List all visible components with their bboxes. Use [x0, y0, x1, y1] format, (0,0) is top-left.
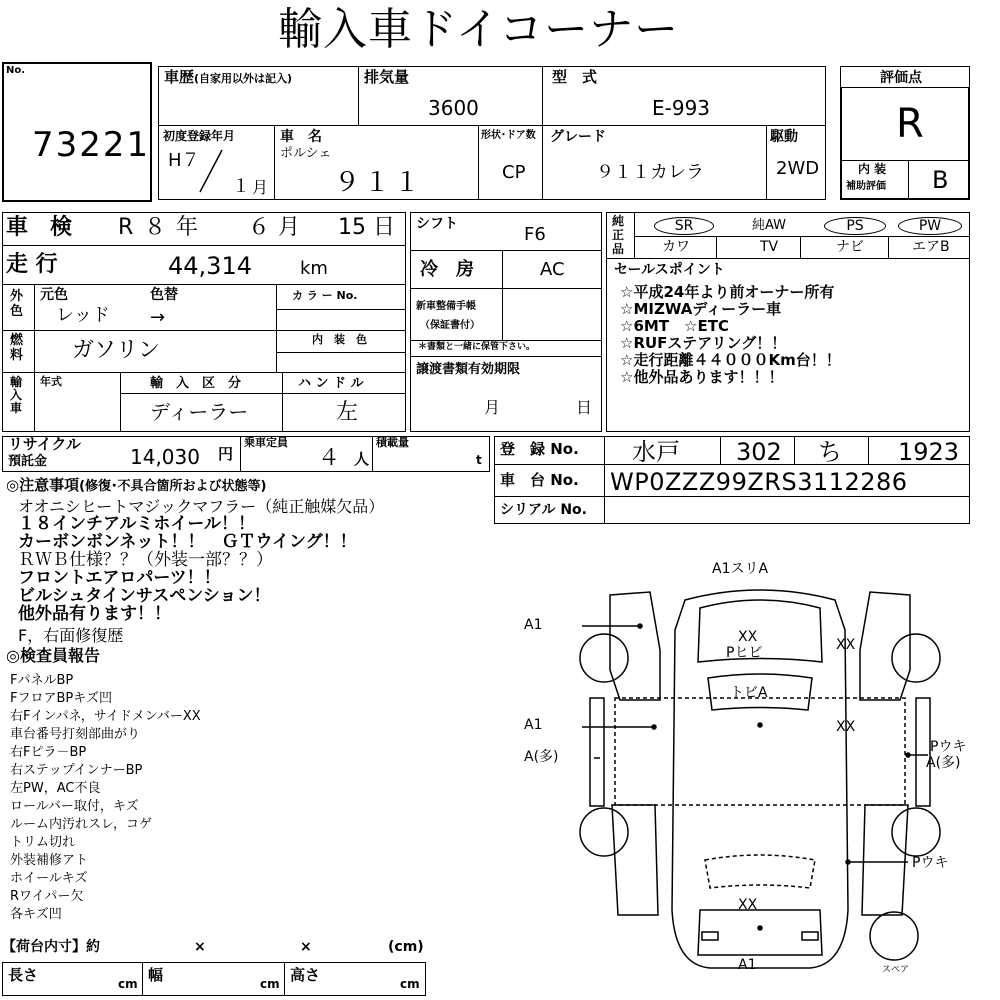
fuel-value: ガソリン [72, 338, 161, 363]
transfer-month: 月 [484, 398, 501, 417]
car-maker: ポルシェ [280, 146, 332, 161]
score-value: R [896, 101, 924, 147]
inspector-line: ロールバー取付，キズ [10, 799, 139, 814]
aux-label: 補助評価 [846, 181, 886, 192]
diagram-bottom: A1 [738, 957, 757, 973]
diagram-top: A1スリA [712, 561, 769, 577]
color-change-label: 色替 [150, 287, 178, 303]
chassis-value: WP0ZZZ99ZRS3112286 [610, 468, 908, 496]
recycle-label2: 預託金 [8, 454, 48, 469]
left-sill [590, 698, 604, 806]
equip-leather: カワ [662, 239, 690, 255]
inspection-month-unit: 月 [278, 215, 301, 240]
orig-color-label: 元色 [40, 287, 68, 303]
sales-point: ☆他外品あります！！！ [620, 368, 784, 386]
inspection-day-unit: 日 [373, 215, 396, 240]
aircon-value: AC [540, 259, 565, 280]
inspector-line: 右Fインパネ，サイドメンバーXX [10, 709, 201, 724]
inspector-line: 左PW，AC不良 [10, 781, 101, 796]
warranty-sub: （保証書付） [420, 320, 480, 331]
import-year-label: 年式 [40, 375, 62, 388]
cargo-length-label: 長さ [8, 966, 39, 984]
cargo-table [2, 962, 426, 996]
lot-number: 73221 [32, 125, 151, 165]
note-line: １８インチアルミホイール！！ [18, 514, 255, 534]
diagram-right-top: XX [836, 637, 856, 653]
cargo-height-unit: cm [400, 977, 420, 991]
handle-value: 左 [336, 400, 359, 425]
capacity-label: 乗車定員 [244, 436, 288, 449]
diagram-center-right: XX [836, 719, 856, 735]
left-rear-panel [612, 805, 658, 915]
import-kind-value: ディーラー [150, 400, 249, 424]
transfer-label: 譲渡書類有効期限 [416, 362, 521, 377]
reg-number: 1923 [898, 438, 960, 466]
inspector-line: トリム切れ [10, 835, 76, 850]
sales-point: ☆走行距離４４０００Km台！！ [620, 351, 841, 369]
wheel-fr [892, 634, 940, 682]
first-reg-month-unit: 月 [252, 178, 269, 197]
serial-label: シリアル No. [500, 502, 587, 518]
cargo-unit: (cm) [388, 939, 424, 955]
inspector-line: FフロアBPキズ凹 [10, 691, 112, 706]
drive-value: 2WD [776, 158, 820, 179]
diagram-left-2: A1 [524, 717, 543, 733]
equip-sr: SR [654, 217, 714, 235]
first-reg-label: 初度登録年月 [163, 129, 236, 143]
left-front-panel [610, 592, 660, 700]
cargo-width-label: 幅 [148, 966, 164, 984]
grade-label: グレード [550, 129, 606, 145]
interior-color-label: 内 装 色 [312, 333, 367, 346]
equip-ps: PS [824, 217, 886, 235]
interior-score: B [932, 166, 949, 194]
cargo-label: 【荷台内寸】約 [2, 939, 100, 955]
right-sill [916, 698, 930, 806]
notes-label: ◎注意事項(修復･不具合箇所および状態等) [6, 476, 267, 494]
shift-value: F6 [524, 224, 546, 245]
ext-color-label: 外色 [10, 289, 24, 319]
body-doors-label: 形状･ドア数 [481, 130, 536, 141]
note-line: フロントエアロパーツ！！ [18, 568, 221, 588]
inspector-line: Rワイパー欠 [10, 889, 84, 904]
diagram-right-1: Pウキ [930, 739, 967, 755]
page-title: 輸入車ドイコーナー [278, 4, 680, 55]
inspector-line: 外装補修アト [10, 853, 89, 868]
displacement-label: 排気量 [364, 68, 410, 86]
model-type-value: E-993 [652, 96, 711, 120]
cargo-width-unit: cm [260, 977, 280, 991]
capacity-value: ４ [318, 446, 341, 471]
drive-label: 駆動 [770, 129, 798, 145]
grade-value: ９１１カレラ [596, 162, 704, 183]
handle-label: ハ ン ド ル [298, 376, 364, 391]
equip-aw: 純AW [752, 218, 787, 233]
color-change-value: → [150, 307, 166, 328]
inspector-line: FパネルBP [10, 673, 74, 688]
inspector-line: ホイールキズ [10, 871, 88, 886]
right-front-panel [860, 592, 910, 700]
inspector-line: 各キズ凹 [10, 907, 62, 922]
diagram-right-2: A(多) [926, 755, 961, 771]
wheel-rl [580, 808, 628, 856]
inspection-era: R [118, 215, 134, 240]
recycle-unit: 円 [218, 445, 234, 463]
note-line: カーボンボンネット！！ ＧＴウイング！！ [18, 532, 357, 552]
lot-label: No. [6, 65, 26, 76]
load-unit: t [476, 453, 482, 467]
rear-light-right [802, 932, 818, 940]
shift-label: シフト [416, 216, 458, 232]
inspection-month: ６ [248, 215, 271, 240]
inspector-line: 右Fピラ－BP [10, 745, 87, 760]
import-label: 輸入車 [10, 375, 23, 415]
registration-label: 登 録 No. [500, 440, 579, 458]
note-line: オオニシヒートマジックマフラー（純正触媒欠品） [18, 497, 385, 516]
sales-point: ☆6MT ☆ETC [620, 317, 729, 335]
inspection-day: 15 [338, 215, 366, 240]
note-line: ビルシュタインサスペンション！ [18, 586, 271, 606]
inspector-label: ◎検査員報告 [6, 646, 100, 665]
wheel-rr [892, 808, 940, 856]
aircon-label: 冷 房 [420, 259, 474, 280]
color-no-label: カ ラ ー No. [292, 289, 358, 302]
sales-point: ☆平成24年より前オーナー所有 [620, 283, 835, 301]
sales-points-label: セールスポイント [614, 262, 725, 278]
diagram-right-3: Pウキ [912, 855, 949, 871]
recycle-value: 14,030 [130, 445, 200, 469]
warranty-label: 新車整備手帳 [416, 301, 476, 312]
mileage-label: 走 行 [6, 252, 58, 277]
car-name-label: 車 名 [280, 129, 322, 145]
load-label: 積載量 [376, 436, 409, 449]
note-line: ＲＷＢ仕様？？（外装一部？？） [18, 550, 273, 570]
rear-light-left [702, 932, 718, 940]
reg-kana: ち [818, 438, 842, 466]
capacity-unit: 人 [354, 450, 370, 468]
inspection-year: ８ [144, 215, 167, 240]
date-slash [196, 146, 226, 196]
import-kind-label: 輸 入 区 分 [150, 376, 242, 391]
door-area [615, 698, 905, 805]
displacement-value: 3600 [428, 96, 479, 120]
diagram-roof-2: Pヒビ [726, 645, 763, 661]
diagram-left-3: A(多) [524, 749, 559, 765]
inspector-line: ルーム内汚れスレ，コゲ [10, 817, 152, 832]
inspector-line: 車台番号打刻部曲がり [10, 727, 141, 742]
history-label: 車歴(自家用以外は記入) [164, 68, 293, 86]
sales-point: ☆RUFステアリング！！ [620, 334, 787, 352]
score-label: 評価点 [880, 70, 922, 86]
equip-airbag: エアB [912, 239, 950, 255]
recycle-label: リサイクル [8, 435, 81, 453]
body-doors-value: CP [502, 162, 526, 183]
inspection-label: 車 検 [6, 215, 73, 240]
inspection-year-unit: 年 [176, 215, 199, 240]
cargo-x2: × [300, 939, 312, 955]
diagram-rear: XX [738, 897, 758, 913]
diagram-roof-1: XX [738, 629, 758, 645]
note-line: 他外品有ります！！ [18, 604, 171, 624]
mileage-value: 44,314 [168, 252, 252, 280]
cargo-x1: × [194, 939, 206, 955]
cargo-height-label: 高さ [290, 966, 321, 984]
equip-pw: PW [898, 217, 962, 235]
rear-glass-outline [705, 855, 815, 888]
warranty-note: ＊書類と一緒に保管下さい。 [418, 342, 536, 352]
oem-label: 純正品 [612, 214, 625, 256]
wheel-fl [580, 634, 628, 682]
note-line: F，右面修復歴 [18, 626, 124, 645]
car-name-value: ９１１ [334, 168, 425, 198]
interior-label: 内 装 [858, 162, 887, 176]
mileage-unit: km [300, 258, 328, 279]
spare-tire [870, 912, 918, 960]
first-reg-month: １ [232, 176, 250, 197]
equip-tv: TV [760, 239, 779, 255]
reg-region: 水戸 [632, 438, 680, 466]
right-rear-panel [862, 805, 908, 915]
car-diagram [560, 570, 960, 1000]
diagram-windshield: トビA [730, 685, 768, 701]
sales-point: ☆MIZWAディーラー車 [620, 300, 782, 318]
orig-color-value: レッド [56, 305, 110, 326]
equip-navi: ナビ [836, 239, 864, 255]
chassis-label: 車 台 No. [500, 471, 579, 489]
fuel-label: 燃料 [10, 333, 24, 363]
diagram-spare: スペア [882, 965, 910, 975]
reg-class: 302 [736, 438, 782, 466]
first-reg-year: H７ [168, 150, 200, 171]
cargo-length-unit: cm [118, 977, 138, 991]
model-type-label: 型 式 [552, 68, 598, 86]
transfer-day: 日 [576, 398, 593, 417]
diagram-left-1: A1 [524, 617, 543, 633]
inspector-line: 右ステップインナーBP [10, 763, 143, 778]
